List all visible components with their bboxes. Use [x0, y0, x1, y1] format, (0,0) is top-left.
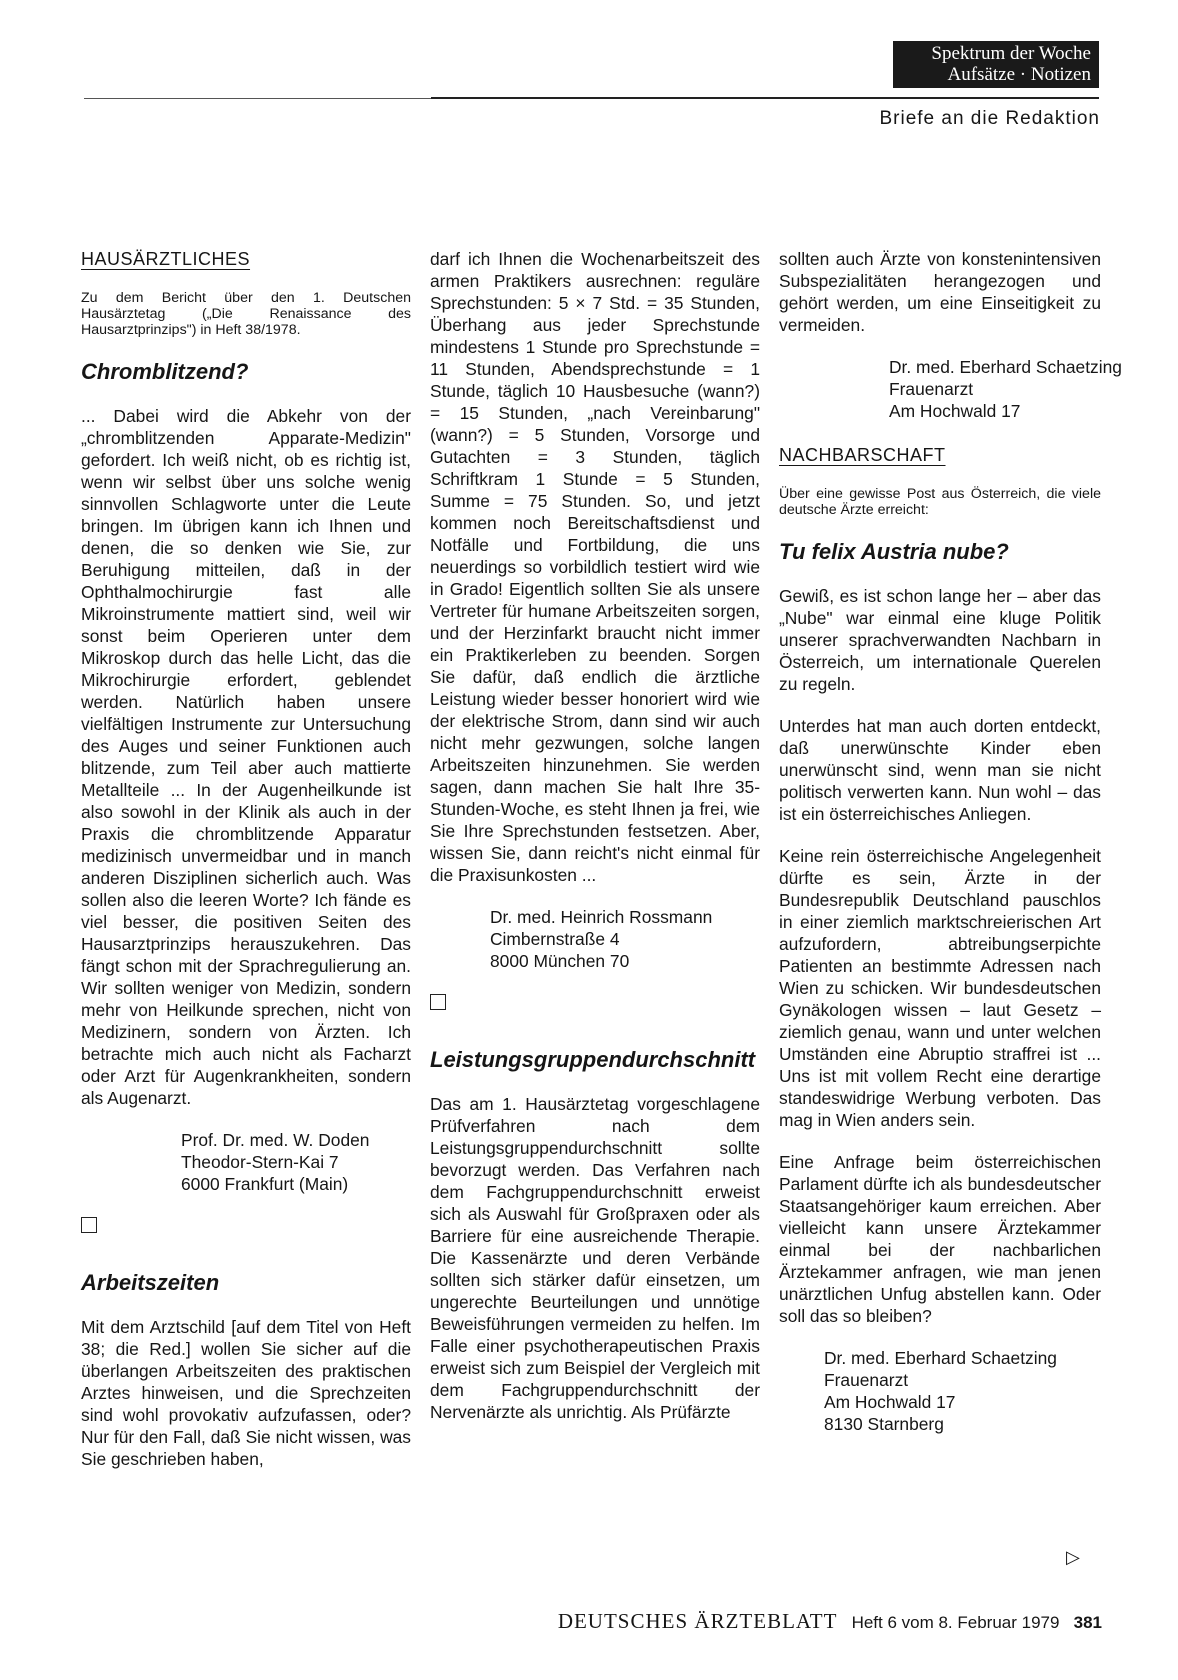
- kicker-nachbarschaft: NACHBARSCHAFT: [779, 445, 946, 465]
- kicker-hausaerztliches: HAUSÄRZTLICHES: [81, 249, 251, 269]
- signature-line: Am Hochwald 17: [824, 1392, 956, 1412]
- signature-line: Dr. med. Eberhard Schaetzing: [824, 1348, 1057, 1368]
- continue-arrow-icon: ▷: [1066, 1547, 1080, 1567]
- letter-body: Das am 1. Hausärztetag vorgeschlagene Prüfverfahren nach dem Leistungsgruppendurchschnitt sollte bevorzugt werden. Das Verfahren nach dem Fachgruppendurchschnitt erweist sich als Auswahl für Großpraxen oder als Barriere für eine ausreichende Therapie. Die Kassenärzte und deren Verbände sollten sich stärker dafür einsetzen, um ungerechte Beurteilungen und unnötige Beweisführungen vermeiden zu helfen. Im Falle einer psychotherapeutischen Praxis erweist sich zum Beispiel der Vergleich mit dem Fachgruppendurchschnitt der Nervenärzte als unrichtig. Als Prüfärzte: [430, 1094, 760, 1422]
- headline-tu-felix-austria: Tu felix Austria nube?: [779, 539, 1009, 564]
- header-rule-thin: [84, 98, 431, 99]
- header-box-line2: Aufsätze · Notizen: [947, 64, 1091, 85]
- section-header-box: [893, 41, 1099, 88]
- signature-line: Prof. Dr. med. W. Doden: [181, 1130, 370, 1150]
- signature-line: Am Hochwald 17: [889, 401, 1021, 421]
- letter-body: sollten auch Ärzte von konstenintensiven Subspezialitäten herangezogen und gehört werden, um eine Einseitigkeit zu vermeiden.: [779, 249, 1101, 335]
- column-1: [81, 248, 411, 1490]
- signature-rossmann: [430, 906, 760, 972]
- signature-line: 6000 Frankfurt (Main): [181, 1174, 349, 1194]
- letter-body: darf ich Ihnen die Wochenarbeitszeit des armen Praktikers ausrechnen: reguläre Sprechstunden: 5 × 7 Std. = 35 Stunden, Überhang aus jeder Sprechstunde mindestens 1 Stunde pro Sprechstunde = 11 Stunden, Abendsprechstunde = 1 Stunde, täglich 10 Hausbesuche (wann?) = 15 Stunden, „nach Vereinbarung" (wann?) = 5 Stunden, Vorsorge und Gutachten = 3 Stunden, täglich Schriftkram 1 Stunde = 5 Stunden, Summe = 75 Stunden. So, und jetzt kommen noch Bereitschaftsdienst und Notfälle und Fortbildung, die uns neuerdings so vorbildlich testiert wird wie in Grado! Eigentlich sollten Sie als unsere Vertreter für humane Arbeitszeiten sorgen, und der Herzinfarkt braucht nicht immer ein Praktikerleben zu beenden. Sorgen Sie dafür, daß endlich die ärztliche Leistung wieder besser honoriert wird wie der elektrische Strom, dann sind wir auch nicht mehr gezwungen, solche langen Arbeitszeiten hinzunehmen. Sie werden sagen, dann machen Sie halt Ihre 35-Stunden-Woche, es steht Ihnen ja frei, wie Sie Ihre Sprechstunden festsetzen. Aber, wissen Sie, dann reicht's nicht einmal für die Praxisunkosten ...: [430, 249, 760, 885]
- signature-doden: [81, 1129, 411, 1195]
- header-box-line1: Spektrum der Woche: [931, 43, 1091, 64]
- column-3: [779, 248, 1122, 1457]
- signature-line: Dr. med. Heinrich Rossmann: [490, 907, 713, 927]
- signature-muennich: [779, 356, 1122, 422]
- letter-paragraph: Unterdes hat man auch dorten entdeckt, daß unerwünschte Kinder eben unerwünscht sind, wenn man sie nicht politisch verwerten kann. Nun wohl – das ist ein österreichisches Anliegen.: [779, 716, 1101, 824]
- headline-chromblitzend: Chromblitzend?: [81, 359, 249, 384]
- issue-info: Heft 6 vom 8. Februar 1979: [851, 1613, 1060, 1632]
- article-intro: Zu dem Bericht über den 1. Deutschen Hausärztetag („Die Renaissance des Hausarztprinzips") in Heft 38/1978.: [81, 290, 411, 338]
- journal-name: DEUTSCHES ÄRZTEBLATT: [557, 1609, 838, 1633]
- signature-line: Frauenarzt: [824, 1370, 909, 1390]
- letter-paragraph: Keine rein österreichische Angelegenheit dürfte es sein, Ärzte in der Bundesrepublik Deutschland pauschlos in einer ziemlich marktschreierischen Art aufzufordern, abtreibungserpichte Patienten an bestimmte Adressen nach Wien zu schicken. Wir bundesdeutschen Gynäkologen wissen – laut Gesetz – ziemlich genau, wann und unter welchen Umständen eine Abruptio straffrei ist ... Uns ist mit vollem Recht eine derartige standeswidrige Werbung verboten. Das mag in Wien anders sein.: [779, 846, 1101, 1130]
- headline-arbeitszeiten: Arbeitszeiten: [81, 1270, 220, 1295]
- end-of-article-square: [430, 994, 446, 1010]
- letter-paragraph: Eine Anfrage beim österreichischen Parlament dürfte ich als bundesdeutscher Staatsangehöriger kaum erreichen. Aber vielleicht kann unsere Ärztekammer einmal bei der nachbarlichen Ärztekammer anfragen, wie man jenen unärztlichen Unfug abstellen kann. Oder soll das so bleiben?: [779, 1152, 1101, 1326]
- letter-body: ... Dabei wird die Abkehr von der „chromblitzenden Apparate-Medizin" gefordert. Ich weiß nicht, ob es richtig ist, wenn wir selbst über uns solche wenig sinnvollen Schlagworte unter die Leute bringen. Im übrigen kann ich Ihnen und denen, die so denken wie Sie, zur Beruhigung mitteilen, daß in der Ophthalmochirurgie fast alle Mikroinstrumente mattiert sind, weil wir sonst beim Operieren unter dem Mikroskop durch das helle Licht, das die Mikrochirurgie erfordert, geblendet werden. Natürlich haben unsere vielfältigen Instrumente zur Untersuchung des Auges und seiner Funktionen auch blitzende, zum Teil aber auch mattierte Metallteile ... In der Augenheilkunde ist also sowohl in der Klinik als auch in der Praxis die chromblitzende Apparatur medizinisch unvermeidbar und in manch anderen Disziplinen sicherlich auch. Was sollen also die leeren Worte? Ich fände es viel besser, die positiven Seiten des Hausarztprinzips herauszukehren. Das fängt schon mit der Sprachregulierung an. Wir sollten weniger von Medizin, sondern mehr von Heilkunde sprechen, nicht von Medizinern, sondern von Ärzten. Ich betrachte mich auch nicht als Facharzt oder Arzt für Augenkrankheiten, sondern als Augenarzt.: [81, 406, 411, 1108]
- page-number: 381: [1073, 1613, 1102, 1632]
- page-footer: [558, 1609, 1102, 1634]
- section-label: Briefe an die Redaktion: [879, 108, 1100, 129]
- signature-schaetzing: [779, 1347, 1101, 1435]
- signature-line: 8130 Starnberg: [824, 1414, 944, 1434]
- letter-body: Mit dem Arztschild [auf dem Titel von Heft 38; die Red.] wollen Sie sicher auf die überlangen Arbeitszeiten des praktischen Arztes hinweisen, und die Sprechzeiten sind wohl provokativ aufzufassen, oder? Nur für den Fall, daß Sie nicht wissen, was Sie geschrieben haben,: [81, 1317, 411, 1469]
- signature-line: Cimbernstraße 4: [490, 929, 620, 949]
- signature-line: Dr. med. Eberhard Schaetzing: [889, 357, 1122, 377]
- signature-line: 8000 München 70: [490, 951, 630, 971]
- signature-line: Frauenarzt: [889, 379, 974, 399]
- end-of-article-square: [81, 1217, 97, 1233]
- article-intro: Über eine gewisse Post aus Österreich, die viele deutsche Ärzte erreicht:: [779, 486, 1101, 518]
- header-rule-thick: [431, 97, 1099, 99]
- headline-leistungsgruppendurchschnitt: Leistungsgruppendurchschnitt: [430, 1047, 756, 1072]
- signature-line: Theodor-Stern-Kai 7: [181, 1152, 339, 1172]
- letter-paragraph: Gewiß, es ist schon lange her – aber das „Nube" war einmal eine kluge Politik unserer sprachverwandten Nachbarn in Österreich, um internationale Querelen zu regeln.: [779, 586, 1101, 694]
- column-2: [430, 248, 760, 1443]
